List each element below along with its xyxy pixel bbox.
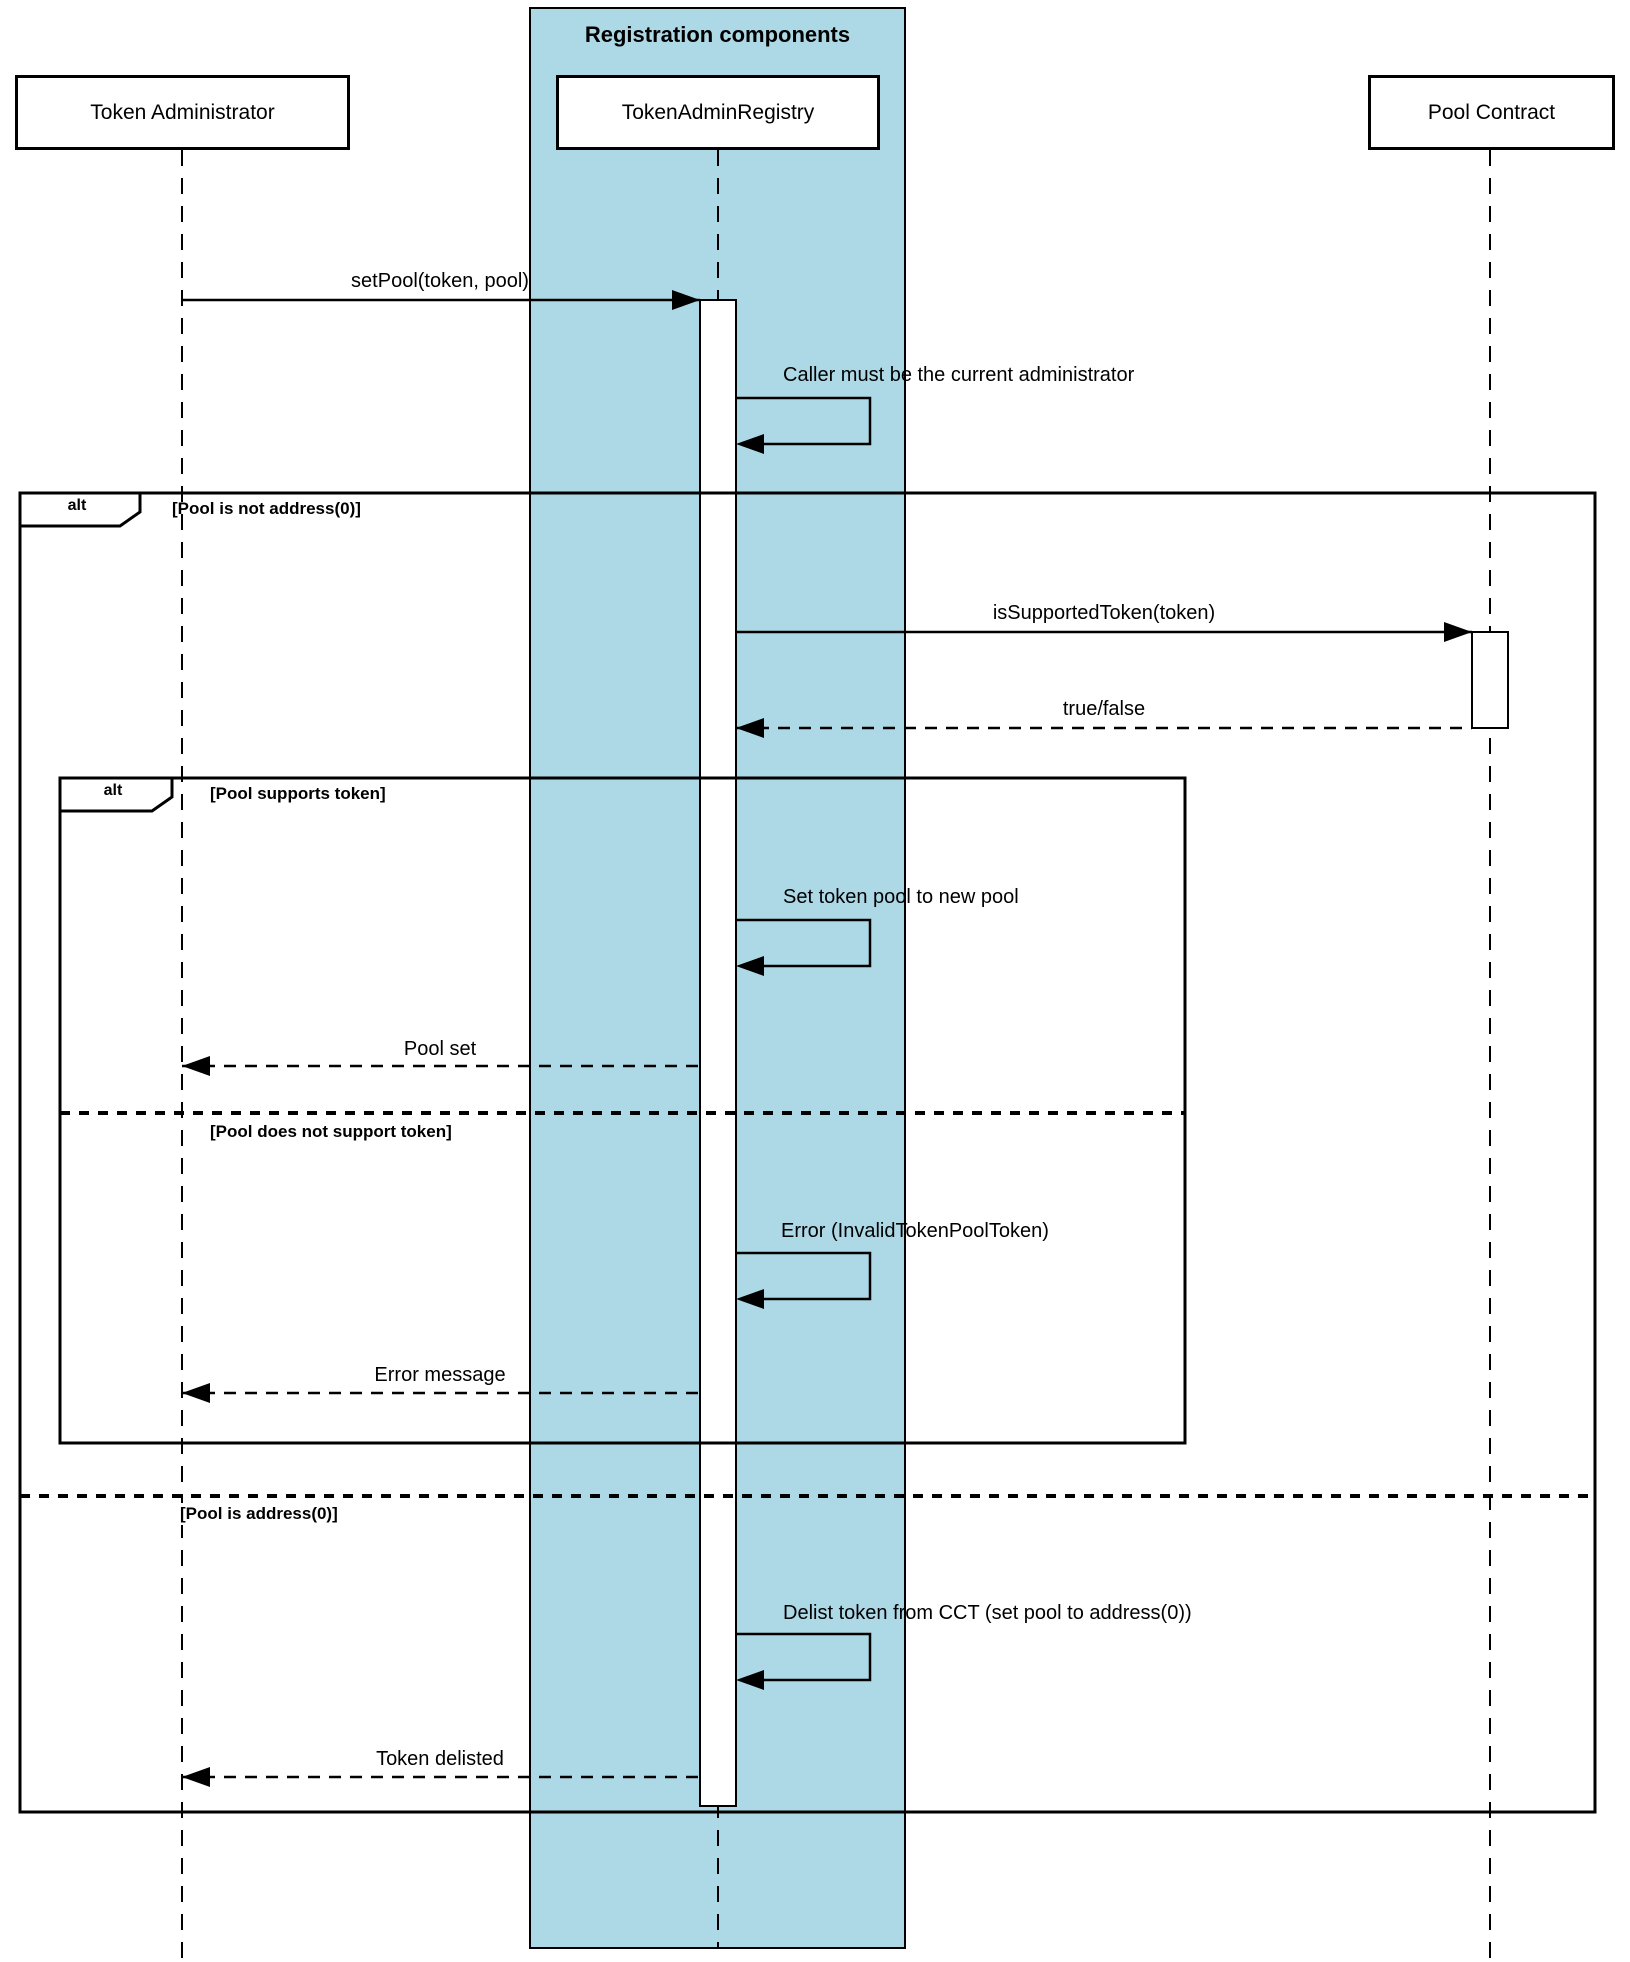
- activation-bar-pool-contract: [1472, 632, 1508, 728]
- arrowhead-error-message: [182, 1383, 210, 1403]
- arrowhead-is-supported-token: [1444, 622, 1472, 642]
- actor-label-token-administrator: Token Administrator: [90, 100, 275, 124]
- message-label-token-delisted: Token delisted: [376, 1748, 504, 1770]
- actor-box-token-administrator: [15, 75, 350, 150]
- message-label-set-token-pool: Set token pool to new pool: [783, 886, 1019, 908]
- guard-label-pool-supports-token: [Pool supports token]: [210, 784, 386, 803]
- actor-label-token-admin-registry: TokenAdminRegistry: [621, 100, 815, 124]
- guard-label-pool-not-address0: [Pool is not address(0)]: [172, 499, 361, 518]
- actor-box-token-admin-registry: [556, 75, 880, 150]
- alt-operator-label-outer: alt: [67, 497, 87, 514]
- message-label-is-supported-token: isSupportedToken(token): [992, 602, 1216, 624]
- guard-label-pool-does-not-support-token: [Pool does not support token]: [204, 1121, 458, 1143]
- alt-operator-label-inner: alt: [103, 782, 123, 799]
- arrowhead-token-delisted: [182, 1767, 210, 1787]
- diagram-title: Registration components: [584, 22, 851, 47]
- activation-bar-token-admin-registry: [700, 300, 736, 1806]
- message-label-delist-token: Delist token from CCT (set pool to address(0)): [783, 1602, 1192, 1624]
- actor-label-pool-contract: Pool Contract: [1427, 100, 1556, 124]
- message-label-true-false: true/false: [1062, 698, 1146, 720]
- message-label-error-invalid: Error (InvalidTokenPoolToken): [781, 1220, 1049, 1242]
- message-label-caller-check: Caller must be the current administrator: [783, 364, 1135, 386]
- arrowhead-pool-set: [182, 1056, 210, 1076]
- actor-box-pool-contract: [1368, 75, 1615, 150]
- message-label-error-message: Error message: [374, 1364, 506, 1386]
- message-label-set-pool: setPool(token, pool): [351, 270, 529, 292]
- guard-label-pool-is-address0: [Pool is address(0)]: [174, 1503, 344, 1525]
- message-label-pool-set: Pool set: [403, 1038, 477, 1060]
